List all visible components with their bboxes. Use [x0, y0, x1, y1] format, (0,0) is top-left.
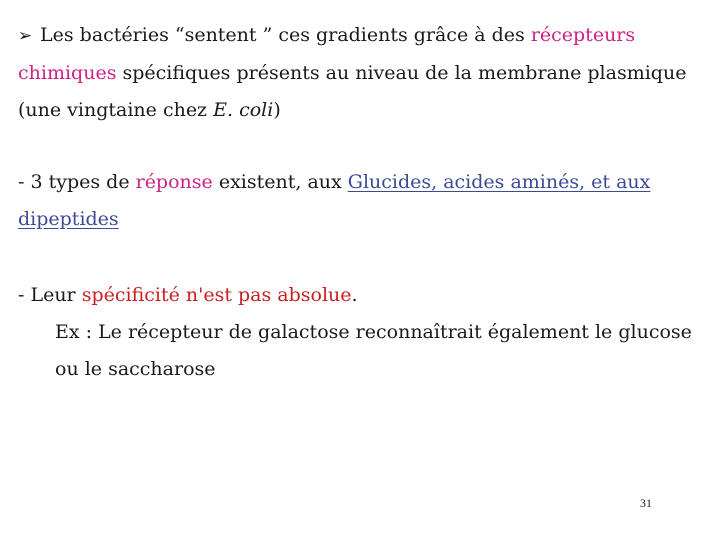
paragraph-example [55, 314, 710, 388]
highlight-specificity: spécificité n'est pas absolue [81, 284, 352, 306]
para2-text-a: - 3 types de [18, 171, 136, 193]
paragraph-receptors [18, 17, 708, 129]
arrow-bullet-icon: ➢ [18, 26, 33, 46]
para1-text-b: spécifiques présents au niveau de la membrane plasmique (une vingtaine chez [18, 62, 687, 121]
highlight-response: réponse [135, 171, 213, 193]
paragraph-response-types [18, 164, 708, 238]
link-nutrients[interactable]: Glucides, acides aminés, et aux dipeptides [18, 171, 651, 230]
example-text: Ex : Le récepteur de galactose reconnaîtrait également le glucose ou le saccharose [55, 321, 692, 380]
highlight-receptors: récepteurs chimiques [18, 24, 636, 84]
species-name: E. coli [213, 99, 274, 121]
para2-text-b: existent, aux [212, 171, 348, 193]
para3-text-b: . [351, 284, 358, 306]
paragraph-specificity [18, 277, 708, 314]
para1-text-c: ) [273, 99, 281, 121]
para3-text-a: - Leur [18, 284, 82, 306]
para1-text-a: Les bactéries “sentent ” ces gradients grâce à des [40, 24, 531, 46]
page-number: 31 [640, 496, 652, 510]
